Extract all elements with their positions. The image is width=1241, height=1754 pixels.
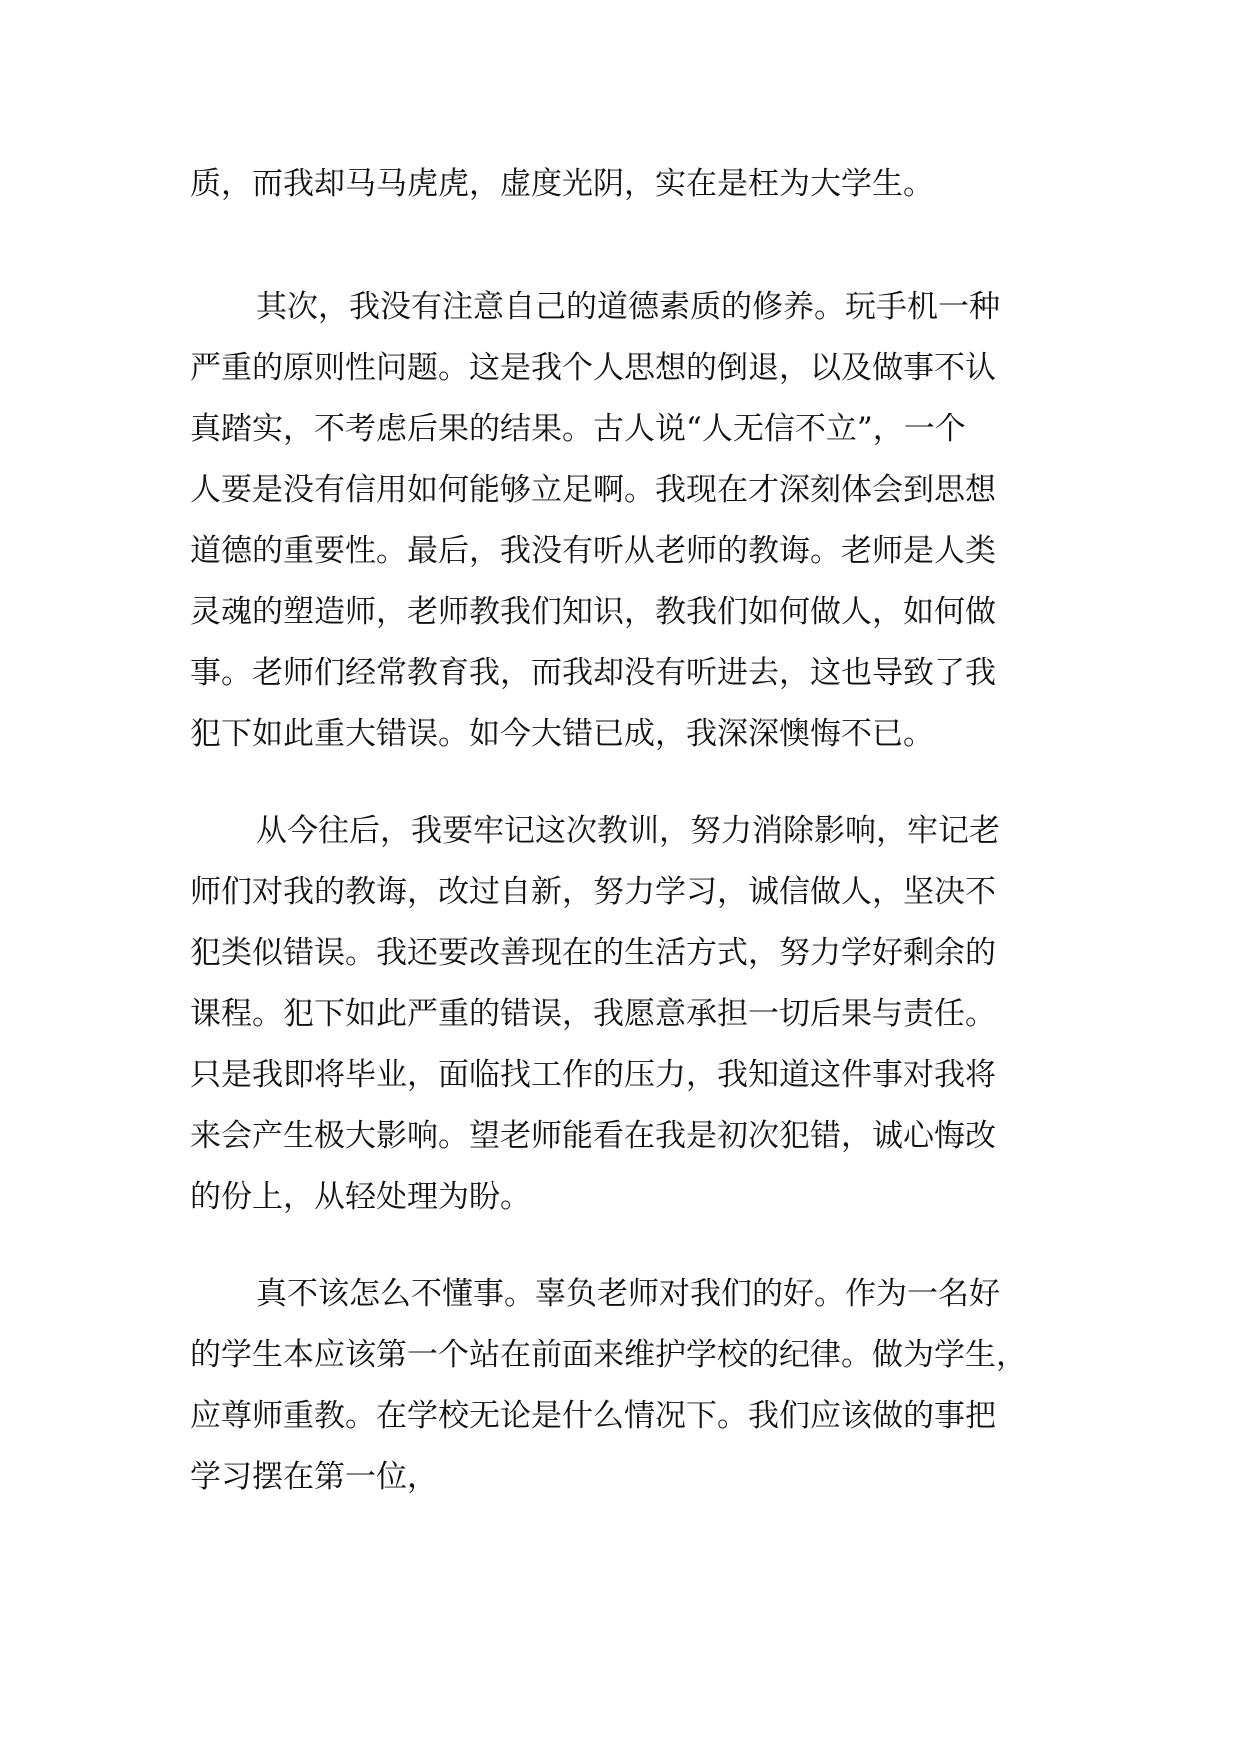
text-line: 从今往后，我要牢记这次教训，努力消除影响，牢记老 (256, 813, 1000, 849)
text-line: 的份上，从轻处理为盼。 (190, 1179, 531, 1215)
text-line: 真踏实，不考虑后果的结果。古人说“人无信不立”，一个 (190, 411, 966, 447)
text-line: 犯下如此重大错误。如今大错已成，我深深懊悔不已。 (190, 716, 934, 752)
text-line: 来会产生极大影响。望老师能看在我是初次犯错，诚心悔改 (190, 1118, 996, 1154)
paragraph-regret (190, 1264, 1060, 1508)
text-line: 的学生本应该第一个站在前面来维护学校的纪律。做为学生， (190, 1337, 1027, 1373)
text-line: 严重的原则性问题。这是我个人思想的倒退，以及做事不认 (190, 350, 996, 386)
text-line: 应尊师重教。在学校无论是什么情况下。我们应该做的事把 (190, 1398, 996, 1434)
text-line: 犯类似错误。我还要改善现在的生活方式，努力学好剩余的 (190, 935, 996, 971)
text-line: 事。老师们经常教育我，而我却没有听进去，这也导致了我 (190, 655, 996, 691)
text-line: 人要是没有信用如何能够立足啊。我现在才深刻体会到思想 (190, 472, 996, 508)
text-line: 只是我即将毕业，面临找工作的压力，我知道这件事对我将 (190, 1057, 996, 1093)
text-line: 道德的重要性。最后，我没有听从老师的教诲。老师是人类 (190, 533, 996, 569)
text-line: 其次，我没有注意自己的道德素质的修养。玩手机一种 (256, 289, 1000, 325)
paragraph-future-commitment (190, 801, 1060, 1228)
text-line: 师们对我的教诲，改过自新，努力学习，诚信做人，坚决不 (190, 874, 996, 910)
text-line: 课程。犯下如此严重的错误，我愿意承担一切后果与责任。 (190, 996, 996, 1032)
paragraph-moral-cultivation (190, 277, 1060, 765)
text-line: 灵魂的塑造师，老师教我们知识，教我们如何做人，如何做 (190, 594, 996, 630)
text-line: 学习摆在第一位， (190, 1459, 438, 1495)
text-line: 质，而我却马马虎虎，虚度光阴，实在是枉为大学生。 (190, 166, 934, 202)
paragraph-continuation (190, 154, 1060, 215)
text-line: 真不该怎么不懂事。辜负老师对我们的好。作为一名好 (256, 1276, 1000, 1312)
